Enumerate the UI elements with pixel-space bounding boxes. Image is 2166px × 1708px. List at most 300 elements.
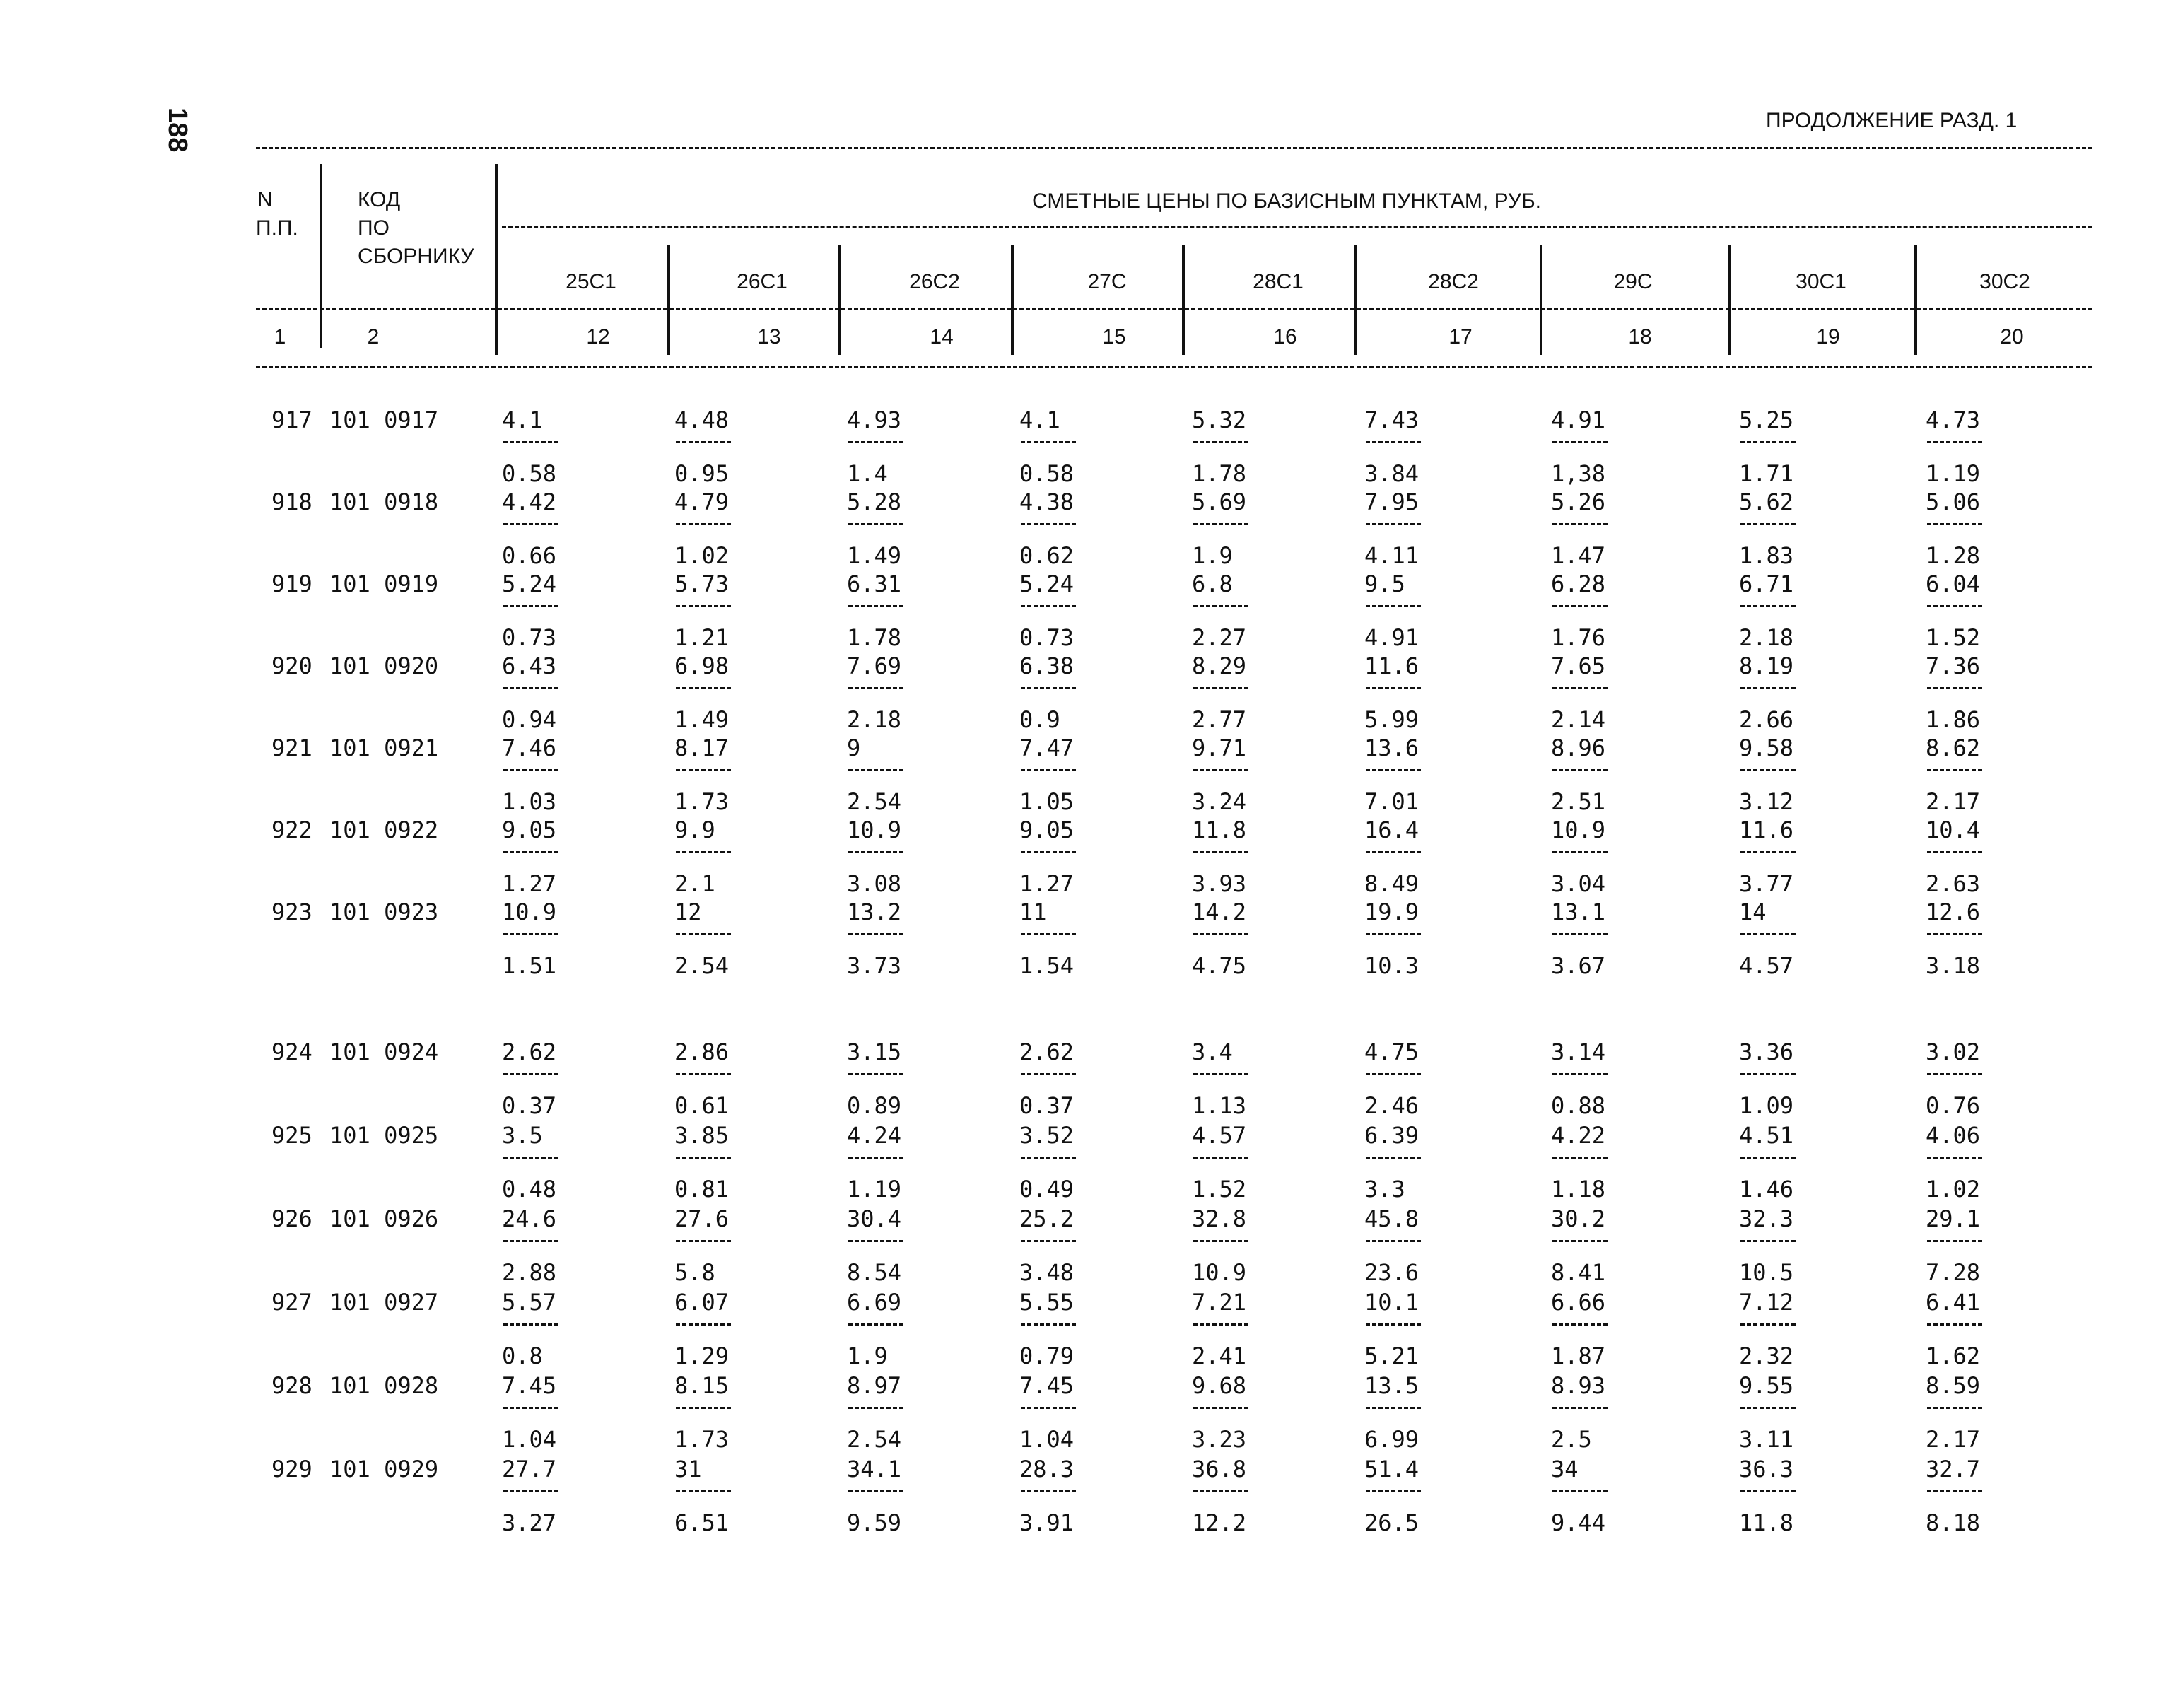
- fraction-bar: [1740, 1073, 1796, 1075]
- fraction-bar: [1193, 523, 1248, 525]
- price-subvalue: 3.73: [847, 952, 902, 979]
- price-subvalue: 2.46: [1364, 1092, 1419, 1119]
- fraction-bar: [1740, 1157, 1796, 1159]
- fraction-bar: [1552, 933, 1608, 935]
- price-subvalue: 0.62: [1019, 542, 1075, 569]
- price-subvalue: 1.9: [1192, 542, 1233, 569]
- price-subvalue: 0.76: [1926, 1092, 1981, 1119]
- price-subvalue: 2.88: [502, 1259, 557, 1286]
- price-value: 5.24: [1019, 571, 1075, 597]
- row-code: 101 0920: [329, 653, 439, 679]
- fraction-bar: [503, 605, 558, 607]
- price-subvalue: 0.37: [502, 1092, 557, 1119]
- column-number-2: 2: [367, 325, 380, 349]
- basis-point-1: 25С1: [566, 270, 616, 293]
- price-value: 30.2: [1551, 1205, 1606, 1232]
- price-value: 8.29: [1192, 653, 1247, 679]
- fraction-bar: [1927, 933, 1982, 935]
- fraction-bar: [848, 523, 903, 525]
- price-value: 9.5: [1364, 571, 1405, 597]
- price-subvalue: 1.29: [674, 1343, 730, 1369]
- fraction-bar: [848, 851, 903, 853]
- price-subvalue: 2.27: [1192, 624, 1247, 651]
- fraction-bar: [1193, 933, 1248, 935]
- row-np: 921: [271, 735, 312, 761]
- price-value: 9.05: [502, 817, 557, 843]
- row-np: 929: [271, 1456, 312, 1482]
- price-subvalue: 0.9: [1019, 706, 1060, 733]
- fraction-bar: [848, 1323, 903, 1326]
- price-value: 51.4: [1364, 1456, 1419, 1482]
- column-number-18: 18: [1628, 325, 1652, 349]
- col-code-label-1: КОД: [358, 188, 401, 211]
- row-code: 101 0921: [329, 735, 439, 761]
- fraction-bar: [1366, 851, 1421, 853]
- price-value: 36.3: [1739, 1456, 1794, 1482]
- header-separator-0: [667, 245, 670, 355]
- header-separator-2: [1011, 245, 1014, 355]
- price-subvalue: 2.63: [1926, 870, 1981, 897]
- row-np: 925: [271, 1122, 312, 1149]
- price-subvalue: 1.52: [1192, 1176, 1247, 1203]
- price-subvalue: 10.9: [1192, 1259, 1247, 1286]
- price-value: 24.6: [502, 1205, 557, 1232]
- row-code: 101 0919: [329, 571, 439, 597]
- price-value: 7.45: [502, 1372, 557, 1399]
- price-subvalue: 3.93: [1192, 870, 1247, 897]
- fraction-bar: [1927, 441, 1982, 443]
- row-code: 101 0926: [329, 1205, 439, 1232]
- fraction-bar: [676, 523, 731, 525]
- fraction-bar: [503, 851, 558, 853]
- price-value: 4.75: [1364, 1039, 1419, 1065]
- price-subvalue: 0.88: [1551, 1092, 1606, 1119]
- fraction-bar: [676, 1073, 731, 1075]
- price-value: 8.97: [847, 1372, 902, 1399]
- price-value: 14: [1739, 899, 1767, 925]
- header-separator-main-0: [320, 164, 322, 348]
- price-subvalue: 2.54: [847, 788, 902, 815]
- price-subvalue: 4.57: [1739, 952, 1794, 979]
- header-separator-1: [838, 245, 841, 355]
- price-value: 8.17: [674, 735, 730, 761]
- header-top-rule: [256, 147, 2092, 149]
- fraction-bar: [1021, 851, 1076, 853]
- price-value: 4.91: [1551, 406, 1606, 433]
- price-subvalue: 0.95: [674, 460, 730, 487]
- price-subvalue: 1.03: [502, 788, 557, 815]
- price-subvalue: 3.27: [502, 1509, 557, 1536]
- price-subvalue: 1.49: [674, 706, 730, 733]
- fraction-bar: [1366, 687, 1421, 689]
- fraction-bar: [1552, 851, 1608, 853]
- fraction-bar: [1366, 1157, 1421, 1159]
- row-code: 101 0925: [329, 1122, 439, 1149]
- price-value: 2.62: [1019, 1039, 1075, 1065]
- fraction-bar: [1927, 1323, 1982, 1326]
- row-np: 920: [271, 653, 312, 679]
- price-subvalue: 2.14: [1551, 706, 1606, 733]
- price-value: 27.6: [674, 1205, 730, 1232]
- header-separator-7: [1914, 245, 1917, 355]
- fraction-bar: [1021, 1240, 1076, 1242]
- price-subvalue: 3.91: [1019, 1509, 1075, 1536]
- fraction-bar: [503, 523, 558, 525]
- price-subvalue: 3.3: [1364, 1176, 1405, 1203]
- fraction-bar: [676, 1240, 731, 1242]
- price-subvalue: 3.48: [1019, 1259, 1075, 1286]
- price-subvalue: 3.24: [1192, 788, 1247, 815]
- price-subvalue: 3.23: [1192, 1426, 1247, 1453]
- price-value: 30.4: [847, 1205, 902, 1232]
- price-subvalue: 1.05: [1019, 788, 1075, 815]
- fraction-bar: [1193, 1407, 1248, 1409]
- price-subvalue: 5.8: [674, 1259, 715, 1286]
- fraction-bar: [1927, 523, 1982, 525]
- price-value: 6.69: [847, 1289, 902, 1316]
- basis-point-8: 30С1: [1796, 270, 1846, 293]
- price-subvalue: 1.02: [1926, 1176, 1981, 1203]
- price-subvalue: 23.6: [1364, 1259, 1419, 1286]
- price-subvalue: 1.02: [674, 542, 730, 569]
- price-value: 4.51: [1739, 1122, 1794, 1149]
- price-subvalue: 1.27: [502, 870, 557, 897]
- fraction-bar: [1740, 441, 1796, 443]
- row-np: 919: [271, 571, 312, 597]
- fraction-bar: [1740, 769, 1796, 771]
- fraction-bar: [1193, 441, 1248, 443]
- price-subvalue: 1.46: [1739, 1176, 1794, 1203]
- fraction-bar: [503, 1323, 558, 1326]
- price-value: 10.9: [502, 899, 557, 925]
- price-subvalue: 0.49: [1019, 1176, 1075, 1203]
- fraction-bar: [1021, 441, 1076, 443]
- fraction-bar: [1193, 769, 1248, 771]
- fraction-bar: [1021, 1323, 1076, 1326]
- fraction-bar: [503, 1407, 558, 1409]
- fraction-bar: [1366, 1073, 1421, 1075]
- fraction-bar: [848, 605, 903, 607]
- row-code: 101 0927: [329, 1289, 439, 1316]
- price-value: 13.2: [847, 899, 902, 925]
- group-title-rule: [502, 226, 2092, 228]
- price-subvalue: 2.41: [1192, 1343, 1247, 1369]
- row-np: 928: [271, 1372, 312, 1399]
- price-subvalue: 11.8: [1739, 1509, 1794, 1536]
- price-subvalue: 5.21: [1364, 1343, 1419, 1369]
- fraction-bar: [1366, 1407, 1421, 1409]
- fraction-bar: [1927, 605, 1982, 607]
- fraction-bar: [1193, 851, 1248, 853]
- price-value: 4.57: [1192, 1122, 1247, 1149]
- price-subvalue: 1.52: [1926, 624, 1981, 651]
- column-number-14: 14: [930, 325, 954, 349]
- price-value: 6.41: [1926, 1289, 1981, 1316]
- price-subvalue: 1.13: [1192, 1092, 1247, 1119]
- column-number-20: 20: [2000, 325, 2024, 349]
- price-value: 27.7: [502, 1456, 557, 1482]
- price-value: 12.6: [1926, 899, 1981, 925]
- price-value: 5.24: [502, 571, 557, 597]
- price-value: 7.46: [502, 735, 557, 761]
- price-subvalue: 4.91: [1364, 624, 1419, 651]
- fraction-bar: [1740, 687, 1796, 689]
- fraction-bar: [1193, 1323, 1248, 1326]
- price-value: 6.28: [1551, 571, 1606, 597]
- price-subvalue: 8.54: [847, 1259, 902, 1286]
- price-subvalue: 4.75: [1192, 952, 1247, 979]
- price-value: 32.7: [1926, 1456, 1981, 1482]
- price-value: 16.4: [1364, 817, 1419, 843]
- price-value: 11.6: [1739, 817, 1794, 843]
- price-subvalue: 1.28: [1926, 542, 1981, 569]
- row-np: 923: [271, 899, 312, 925]
- price-value: 4.93: [847, 406, 902, 433]
- price-subvalue: 3.12: [1739, 788, 1794, 815]
- fraction-bar: [848, 687, 903, 689]
- price-value: 9.9: [674, 817, 715, 843]
- price-group-title: СМЕТНЫЕ ЦЕНЫ ПО БАЗИСНЫМ ПУНКТАМ, РУБ.: [1032, 189, 1541, 213]
- fraction-bar: [1193, 605, 1248, 607]
- price-subvalue: 26.5: [1364, 1509, 1419, 1536]
- price-value: 3.15: [847, 1039, 902, 1065]
- price-value: 10.4: [1926, 817, 1981, 843]
- price-value: 34.1: [847, 1456, 902, 1482]
- price-value: 34: [1551, 1456, 1579, 1482]
- price-subvalue: 0.73: [502, 624, 557, 651]
- price-subvalue: 1.78: [847, 624, 902, 651]
- column-number-13: 13: [757, 325, 781, 349]
- price-subvalue: 1.19: [1926, 460, 1981, 487]
- price-value: 5.26: [1551, 489, 1606, 515]
- price-value: 10.9: [1551, 817, 1606, 843]
- fraction-bar: [1366, 441, 1421, 443]
- fraction-bar: [1927, 851, 1982, 853]
- fraction-bar: [1927, 769, 1982, 771]
- price-value: 3.52: [1019, 1122, 1075, 1149]
- price-value: 31: [674, 1456, 702, 1482]
- fraction-bar: [1552, 1490, 1608, 1492]
- price-value: 5.32: [1192, 406, 1247, 433]
- fraction-bar: [1366, 933, 1421, 935]
- price-subvalue: 8.18: [1926, 1509, 1981, 1536]
- price-value: 45.8: [1364, 1205, 1419, 1232]
- fraction-bar: [1927, 687, 1982, 689]
- price-value: 5.62: [1739, 489, 1794, 515]
- price-subvalue: 8.41: [1551, 1259, 1606, 1286]
- column-number-1: 1: [274, 325, 286, 349]
- price-value: 11: [1019, 899, 1047, 925]
- price-value: 6.07: [674, 1289, 730, 1316]
- price-value: 25.2: [1019, 1205, 1075, 1232]
- price-value: 4.73: [1926, 406, 1981, 433]
- price-subvalue: 7.28: [1926, 1259, 1981, 1286]
- basis-point-6: 28С2: [1428, 270, 1479, 293]
- price-value: 6.8: [1192, 571, 1233, 597]
- price-subvalue: 2.17: [1926, 1426, 1981, 1453]
- price-value: 5.28: [847, 489, 902, 515]
- fraction-bar: [1927, 1240, 1982, 1242]
- price-subvalue: 10.3: [1364, 952, 1419, 979]
- price-value: 3.02: [1926, 1039, 1981, 1065]
- column-number-15: 15: [1102, 325, 1126, 349]
- price-subvalue: 0.94: [502, 706, 557, 733]
- fraction-bar: [1740, 1323, 1796, 1326]
- price-subvalue: 1.19: [847, 1176, 902, 1203]
- price-subvalue: 1.78: [1192, 460, 1247, 487]
- price-subvalue: 3.08: [847, 870, 902, 897]
- price-subvalue: 1.87: [1551, 1343, 1606, 1369]
- price-value: 32.3: [1739, 1205, 1794, 1232]
- price-value: 5.57: [502, 1289, 557, 1316]
- price-subvalue: 3.67: [1551, 952, 1606, 979]
- price-value: 8.59: [1926, 1372, 1981, 1399]
- fraction-bar: [1927, 1157, 1982, 1159]
- price-subvalue: 1.21: [674, 624, 730, 651]
- price-value: 4.06: [1926, 1122, 1981, 1149]
- price-subvalue: 3.18: [1926, 952, 1981, 979]
- price-value: 6.38: [1019, 653, 1075, 679]
- fraction-bar: [1193, 687, 1248, 689]
- fraction-bar: [1021, 687, 1076, 689]
- price-subvalue: 1.47: [1551, 542, 1606, 569]
- fraction-bar: [503, 1490, 558, 1492]
- price-subvalue: 2.17: [1926, 788, 1981, 815]
- fraction-bar: [503, 687, 558, 689]
- price-value: 3.14: [1551, 1039, 1606, 1065]
- fraction-bar: [503, 769, 558, 771]
- fraction-bar: [848, 1407, 903, 1409]
- header-separator-main-1: [495, 164, 498, 355]
- price-value: 7.12: [1739, 1289, 1794, 1316]
- price-value: 7.21: [1192, 1289, 1247, 1316]
- fraction-bar: [1366, 1240, 1421, 1242]
- fraction-bar: [1740, 933, 1796, 935]
- price-value: 6.39: [1364, 1122, 1419, 1149]
- price-subvalue: 1.54: [1019, 952, 1075, 979]
- price-subvalue: 1.4: [847, 460, 888, 487]
- fraction-bar: [1552, 1240, 1608, 1242]
- price-value: 9.58: [1739, 735, 1794, 761]
- fraction-bar: [1740, 1240, 1796, 1242]
- price-subvalue: 2.18: [847, 706, 902, 733]
- price-subvalue: 0.81: [674, 1176, 730, 1203]
- price-value: 5.73: [674, 571, 730, 597]
- fraction-bar: [676, 1490, 731, 1492]
- price-subvalue: 6.99: [1364, 1426, 1419, 1453]
- price-value: 4.24: [847, 1122, 902, 1149]
- fraction-bar: [1927, 1407, 1982, 1409]
- price-subvalue: 0.58: [1019, 460, 1075, 487]
- price-subvalue: 2.5: [1551, 1426, 1592, 1453]
- price-value: 6.66: [1551, 1289, 1606, 1316]
- price-value: 7.65: [1551, 653, 1606, 679]
- price-value: 3.5: [502, 1122, 543, 1149]
- fraction-bar: [1366, 523, 1421, 525]
- price-value: 4.42: [502, 489, 557, 515]
- price-value: 13.5: [1364, 1372, 1419, 1399]
- price-value: 6.04: [1926, 571, 1981, 597]
- fraction-bar: [1193, 1157, 1248, 1159]
- basis-point-4: 27С: [1087, 270, 1127, 293]
- price-value: 11.8: [1192, 817, 1247, 843]
- price-subvalue: 0.61: [674, 1092, 730, 1119]
- fraction-bar: [1021, 933, 1076, 935]
- price-value: 6.31: [847, 571, 902, 597]
- fraction-bar: [503, 1073, 558, 1075]
- basis-point-2: 26С1: [737, 270, 788, 293]
- price-value: 5.06: [1926, 489, 1981, 515]
- price-value: 7.69: [847, 653, 902, 679]
- column-number-16: 16: [1273, 325, 1297, 349]
- fraction-bar: [848, 1240, 903, 1242]
- price-value: 4.79: [674, 489, 730, 515]
- row-code: 101 0928: [329, 1372, 439, 1399]
- section-continuation: ПРОДОЛЖЕНИЕ РАЗД. 1: [1766, 109, 2018, 132]
- fraction-bar: [1021, 523, 1076, 525]
- price-value: 4.1: [1019, 406, 1060, 433]
- row-code: 101 0924: [329, 1039, 439, 1065]
- price-subvalue: 2.66: [1739, 706, 1794, 733]
- row-code: 101 0922: [329, 817, 439, 843]
- price-subvalue: 5.99: [1364, 706, 1419, 733]
- fraction-bar: [676, 1157, 731, 1159]
- price-value: 3.4: [1192, 1039, 1233, 1065]
- row-np: 927: [271, 1289, 312, 1316]
- price-value: 10.9: [847, 817, 902, 843]
- price-value: 8.62: [1926, 735, 1981, 761]
- price-subvalue: 0.48: [502, 1176, 557, 1203]
- price-subvalue: 0.66: [502, 542, 557, 569]
- fraction-bar: [676, 1407, 731, 1409]
- row-np: 917: [271, 406, 312, 433]
- col-code-label-3: СБОРНИКУ: [358, 245, 474, 268]
- price-value: 13.1: [1551, 899, 1606, 925]
- price-subvalue: 1.9: [847, 1343, 888, 1369]
- fraction-bar: [1021, 1073, 1076, 1075]
- price-value: 5.69: [1192, 489, 1247, 515]
- fraction-bar: [503, 1240, 558, 1242]
- price-value: 9.68: [1192, 1372, 1247, 1399]
- price-value: 12: [674, 899, 702, 925]
- price-value: 7.36: [1926, 653, 1981, 679]
- fraction-bar: [1552, 1407, 1608, 1409]
- col-np-label-2: П.П.: [256, 216, 298, 240]
- page-number: 188: [163, 107, 192, 153]
- fraction-bar: [503, 441, 558, 443]
- price-value: 28.3: [1019, 1456, 1075, 1482]
- price-value: 6.43: [502, 653, 557, 679]
- price-subvalue: 1.04: [502, 1426, 557, 1453]
- header-separator-5: [1540, 245, 1542, 355]
- price-value: 10.1: [1364, 1289, 1419, 1316]
- price-subvalue: 1.04: [1019, 1426, 1075, 1453]
- price-subvalue: 2.51: [1551, 788, 1606, 815]
- fraction-bar: [1927, 1073, 1982, 1075]
- basis-point-7: 29С: [1613, 270, 1653, 293]
- row-np: 924: [271, 1039, 312, 1065]
- price-subvalue: 7.01: [1364, 788, 1419, 815]
- price-value: 5.55: [1019, 1289, 1075, 1316]
- price-subvalue: 2.32: [1739, 1343, 1794, 1369]
- price-value: 32.8: [1192, 1205, 1247, 1232]
- row-np: 918: [271, 489, 312, 515]
- column-number-12: 12: [586, 325, 610, 349]
- row-code: 101 0923: [329, 899, 439, 925]
- price-subvalue: 2.54: [674, 952, 730, 979]
- price-value: 9: [847, 735, 861, 761]
- fraction-bar: [503, 933, 558, 935]
